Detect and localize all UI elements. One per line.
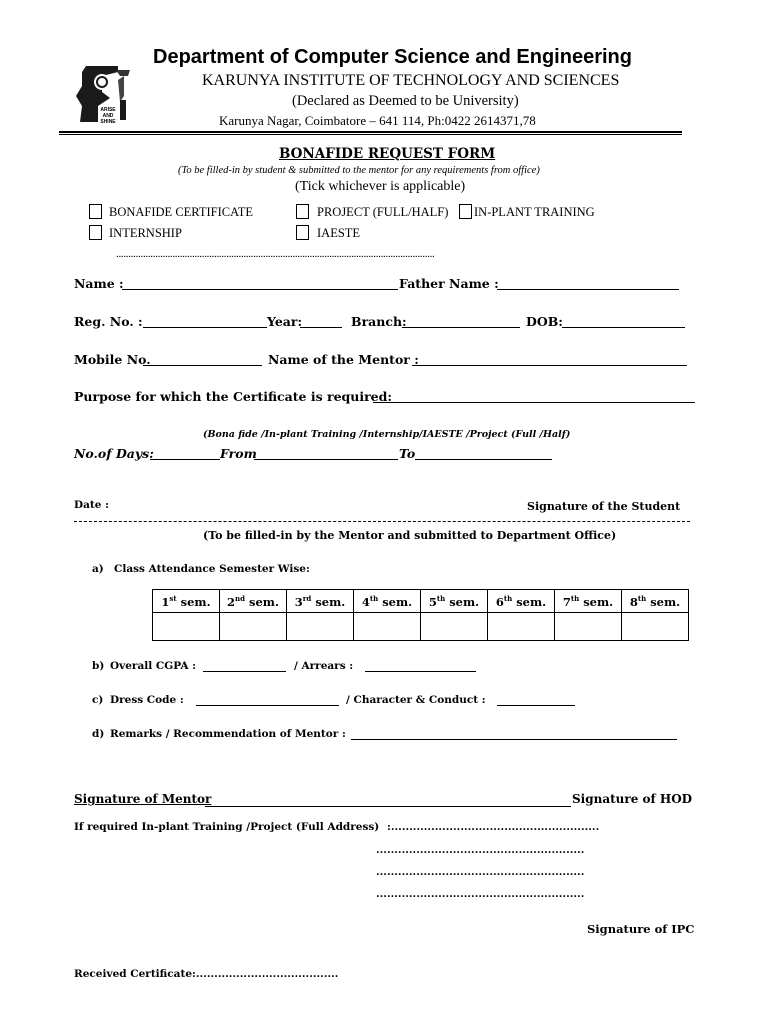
semester-ordinal-suffix: nd	[235, 593, 246, 603]
semester-number: 7	[562, 594, 571, 609]
logo-text-line-2: AND	[102, 113, 114, 119]
semester-number: 6	[495, 594, 504, 609]
semester-ordinal-suffix: th	[570, 593, 580, 603]
from-label: From	[220, 446, 257, 461]
inplant-option-label: IN-PLANT TRAINING	[474, 205, 595, 219]
semester-header-5	[421, 590, 488, 613]
days-label: No.of Days:	[74, 446, 154, 461]
deemed-university-note: (Declared as Deemed to be University)	[292, 93, 519, 109]
semester-word: sem.	[512, 594, 547, 609]
semester-header-1	[153, 590, 220, 613]
semester-word: sem.	[646, 594, 681, 609]
dress-code-label: Dress Code :	[110, 694, 184, 706]
to-field[interactable]	[415, 459, 552, 460]
bonafide-checkbox[interactable]	[89, 204, 102, 219]
institute-name: KARUNYA INSTITUTE OF TECHNOLOGY AND SCIENCES	[202, 72, 620, 89]
semester-ordinal-suffix: th	[503, 593, 513, 603]
address-line-4[interactable]: .........................................................	[376, 888, 585, 900]
father-name-field[interactable]	[497, 289, 679, 290]
semester-number: 8	[629, 594, 638, 609]
item-b-marker: b)	[92, 660, 105, 672]
semester-attendance-cell-8[interactable]	[622, 613, 689, 641]
conduct-label: / Character & Conduct :	[346, 694, 486, 706]
received-certificate-label: Received Certificate:.......................................	[74, 968, 339, 980]
project-option-label: PROJECT (FULL/HALF)	[317, 205, 449, 219]
from-field[interactable]	[254, 459, 398, 460]
mentor-section-heading: (To be filled-in by the Mentor and submitted to Department Office)	[203, 529, 617, 542]
form-subtitle: (To be filled-in by student & submitted to the mentor for any requirements from office)	[178, 165, 540, 176]
address-line-2[interactable]: .........................................................	[376, 844, 585, 856]
days-field[interactable]	[150, 459, 220, 460]
address-line-1[interactable]: :.........................................................	[387, 821, 600, 833]
dob-label: DOB:	[526, 314, 563, 329]
year-label: Year:	[267, 314, 303, 329]
arrears-label: / Arrears :	[294, 660, 354, 672]
dotted-separator: ..................................................................................................................................	[116, 248, 435, 260]
internship-option-label: INTERNSHIP	[109, 226, 182, 240]
reg-no-label: Reg. No. :	[74, 314, 143, 329]
semester-number: 1	[161, 594, 170, 609]
form-title: BONAFIDE REQUEST FORM	[279, 146, 496, 162]
to-label: To	[399, 446, 416, 461]
reg-no-field[interactable]	[143, 327, 267, 328]
header-rule	[59, 131, 682, 135]
semester-attendance-cell-7[interactable]	[555, 613, 622, 641]
semester-word: sem.	[176, 594, 211, 609]
logo-text-line-3: SHINE	[100, 119, 116, 125]
inplant-address-label: If required In-plant Training /Project (Full Address)	[74, 821, 380, 833]
semester-attendance-cell-5[interactable]	[421, 613, 488, 641]
university-logo	[72, 62, 136, 126]
mobile-label: Mobile No.	[74, 352, 151, 367]
iaeste-option-label: IAESTE	[317, 226, 361, 240]
internship-checkbox[interactable]	[89, 225, 102, 240]
semester-word: sem.	[445, 594, 480, 609]
semester-word: sem.	[245, 594, 279, 609]
semester-ordinal-suffix: th	[369, 593, 379, 603]
ipc-signature-label: Signature of IPC	[587, 922, 695, 936]
bonafide-option-label: BONAFIDE CERTIFICATE	[109, 205, 254, 219]
item-c-marker: c)	[92, 694, 104, 706]
item-a-marker: a)	[92, 563, 104, 575]
semester-attendance-cell-1[interactable]	[153, 613, 220, 641]
branch-label: Branch:	[351, 314, 407, 329]
cgpa-label: Overall CGPA :	[110, 660, 197, 672]
institute-address: Karunya Nagar, Coimbatore – 641 114, Ph:0422 2614371,78	[219, 113, 536, 128]
arrears-field[interactable]	[365, 671, 476, 672]
semester-header-3	[287, 590, 354, 613]
semester-header-7	[555, 590, 622, 613]
mentor-signature-line	[205, 806, 571, 807]
logo-text-line-1: ARISE	[100, 107, 116, 113]
mobile-field[interactable]	[143, 365, 262, 366]
conduct-field[interactable]	[497, 705, 575, 706]
remarks-label: Remarks / Recommendation of Mentor :	[110, 728, 346, 740]
semester-attendance-cell-6[interactable]	[488, 613, 555, 641]
remarks-field[interactable]	[351, 739, 677, 740]
date-label: Date :	[74, 499, 109, 511]
section-divider	[74, 521, 690, 522]
iaeste-checkbox[interactable]	[296, 225, 309, 240]
semester-header-2	[220, 590, 287, 613]
student-signature-label: Signature of the Student	[527, 500, 681, 513]
name-label: Name :	[74, 276, 124, 291]
department-title: Department of Computer Science and Engineering	[153, 46, 632, 68]
mentor-name-field[interactable]	[412, 365, 687, 366]
branch-field[interactable]	[402, 327, 520, 328]
semester-attendance-cell-2[interactable]	[220, 613, 287, 641]
purpose-field[interactable]	[373, 402, 695, 403]
semester-number: 4	[361, 594, 370, 609]
semester-word: sem.	[378, 594, 413, 609]
mentor-name-label: Name of the Mentor :	[268, 352, 419, 367]
attendance-table	[152, 589, 689, 641]
dress-code-field[interactable]	[196, 705, 339, 706]
year-field[interactable]	[300, 327, 342, 328]
semester-word: sem.	[579, 594, 614, 609]
semester-number: 3	[294, 594, 303, 609]
cgpa-field[interactable]	[203, 671, 286, 672]
attendance-heading: Class Attendance Semester Wise:	[114, 563, 310, 575]
dob-field[interactable]	[562, 327, 685, 328]
semester-number: 2	[227, 594, 236, 609]
hod-signature-label: Signature of HOD	[572, 792, 693, 806]
semester-attendance-cell-4[interactable]	[354, 613, 421, 641]
item-d-marker: d)	[92, 728, 105, 740]
tick-note: (Tick whichever is applicable)	[295, 179, 466, 194]
semester-header-8	[622, 590, 689, 613]
purpose-types-note: (Bona fide /In-plant Training /Internship/IAESTE /Project (Full /Half)	[203, 429, 571, 440]
address-line-3[interactable]: .........................................................	[376, 866, 585, 878]
semester-ordinal-suffix: st	[169, 593, 177, 603]
attendance-header-row	[153, 590, 689, 613]
name-field[interactable]	[122, 289, 398, 290]
project-checkbox[interactable]	[296, 204, 309, 219]
semester-ordinal-suffix: th	[436, 593, 446, 603]
semester-word: sem.	[311, 594, 346, 609]
semester-number: 5	[428, 594, 437, 609]
father-name-label: Father Name :	[399, 276, 499, 291]
semester-header-4	[354, 590, 421, 613]
inplant-checkbox[interactable]	[459, 204, 472, 219]
attendance-value-row	[153, 613, 689, 641]
semester-ordinal-suffix: th	[637, 593, 647, 603]
mentor-signature-label: Signature of Mentor	[74, 792, 212, 806]
semester-ordinal-suffix: rd	[302, 593, 312, 603]
purpose-label: Purpose for which the Certificate is required:	[74, 389, 392, 404]
semester-header-6	[488, 590, 555, 613]
semester-attendance-cell-3[interactable]	[287, 613, 354, 641]
